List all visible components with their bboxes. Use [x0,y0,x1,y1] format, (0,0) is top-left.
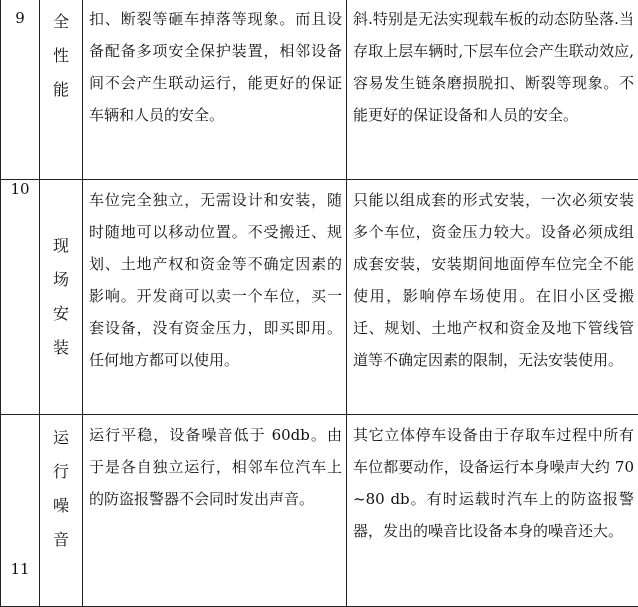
disadvantage-text: 只能以组成套的形式安装，一次必须安装多个车位，资金压力较大。设备必须成组成套安装，安装期间地面停车位完全不能使用，影响停车场使用。在旧小区受搬迁、规划、土地产权和资金及地下管线管道等不确定因素的限制，无法安装使用。 [347,180,638,378]
disadvantage-cell [347,415,638,607]
row-label: 全性能 [52,5,70,107]
advantage-text: 扣、断裂等砸车掉落等现象。而且设备配备多项安全保护装置，相邻设备间不会产生联动运行，能更好的保证车辆和人员的安全。 [83,0,346,133]
row-number: 11 [1,415,40,607]
row-label-cell [40,415,83,607]
advantage-text: 运行平稳，设备噪音低于 60db。由于是各自独立运行，相邻车位汽车上的防盗报警器不会同时发出声音。 [83,415,346,517]
row-label-cell [40,180,83,415]
table-row [1,180,638,415]
row-label: 现场安装 [52,229,70,365]
advantage-cell [83,180,347,415]
advantage-cell [83,415,347,607]
disadvantage-text: 其它立体停车设备由于存取车过程中所有车位都要动作，设备运行本身噪声大约 70~80 db。有时运载时汽车上的防盗报警器，发出的噪音比设备本身的噪音还大。 [347,415,638,549]
advantage-cell [83,0,347,180]
table-row [1,415,638,607]
advantage-text: 车位完全独立，无需设计和安装，随时随地可以移动位置。不受搬迁、规划、土地产权和资金等不确定因素的影响。开发商可以卖一个车位，买一套设备，没有资金压力，即买即用。任何地方都可以使用。 [83,180,346,378]
row-label: 运行噪音 [52,421,70,557]
table-row [1,0,638,180]
disadvantage-text: 斜.特别是无法实现载车板的动态防坠落.当存取上层车辆时,下层车位会产生联动效应,容易发生链条磨损脱扣、断裂等现象。不能更好的保证设备和人员的安全。 [347,0,638,133]
row-number: 10 [1,180,40,415]
row-label-cell [40,0,83,180]
disadvantage-cell [347,180,638,415]
row-number: 9 [1,0,40,180]
disadvantage-cell [347,0,638,180]
